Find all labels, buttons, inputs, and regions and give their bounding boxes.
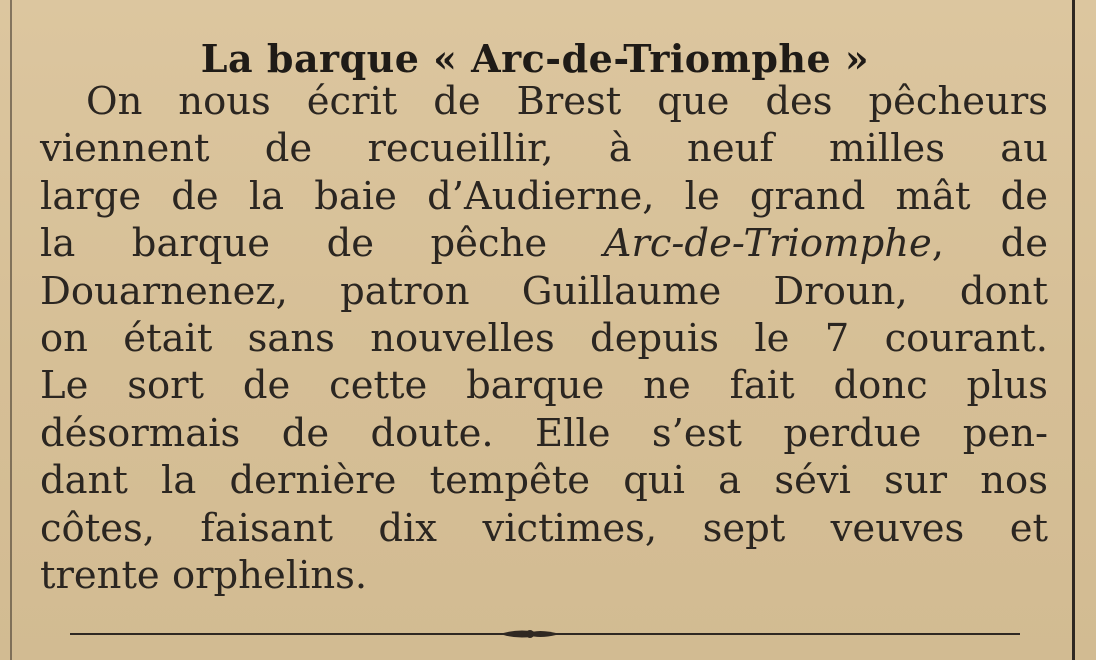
ornamental-separator <box>70 624 1020 644</box>
article-line: Douarnenez, patron Guillaume Droun, dont <box>40 268 1048 314</box>
article-title: La barque « Arc-de-Triomphe » <box>200 36 870 82</box>
article-line: trente orphelins. <box>40 552 368 598</box>
article-line: on était sans nouvelles depuis le 7 courant. <box>40 315 1048 361</box>
article-body <box>40 78 1048 599</box>
article-line: désormais de doute. Elle s’est perdue pen- <box>40 410 1048 456</box>
article-line: On nous écrit de Brest que des pêcheurs <box>86 79 1048 124</box>
left-column-rule <box>10 0 12 660</box>
article-line-after-italic: , de <box>931 221 1048 267</box>
article-line: large de la baie d’Audierne, le grand mât de <box>40 173 1048 219</box>
article-line-before-italic: la barque de pêche <box>40 221 604 267</box>
article-line <box>40 220 1048 267</box>
article-line: dant la dernière tempête qui a sévi sur nos <box>40 458 1048 504</box>
article-line: Le sort de cette barque ne fait donc plus <box>40 363 1048 409</box>
article-line: viennent de recueillir, à neuf milles au <box>40 126 1048 172</box>
article-line: côtes, faisant dix victimes, sept veuves et <box>40 505 1048 551</box>
boat-name-italic: Arc-de-Triomphe <box>603 221 932 267</box>
right-column-rule <box>1072 0 1075 660</box>
